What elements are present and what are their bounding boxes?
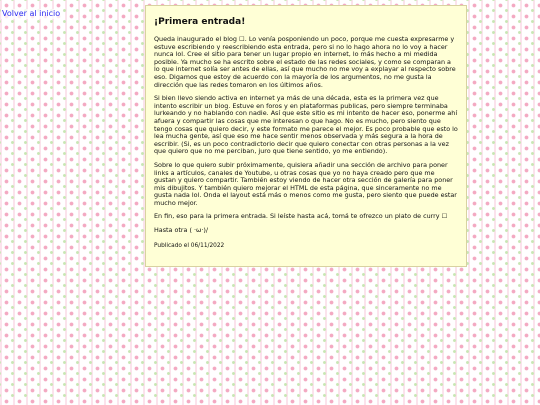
post-paragraph-background: Si bien llevo siendo activa en internet ya más de una década, esta es la primera vez que intento escribir un blog. Estuve en foros y en plataformas publicas, pero siempre terminaba lurkeando y no hablando con nadie. Así que este sitio es mi intento de hacer eso, ponerme ahí afuera y compartir las cosas que me interesan o que hago. No es mucho, pero siento que tengo cosas que quiero decir, y este formato me parece el mejor. Es poco probable que esto lo lea mucha gente, así que eso me hace sentir menos observada y más segura a la hora de escribir. (Si, es un poco contradictorio decir que quiero conectar con otras personas a la vez que quiero que no me perciban, juro que tiene sentido, yo me entiendo). [154, 94, 458, 156]
post-paragraph-plans: Sobre lo que quiero subir próximamente, quisiera añadir una sección de archivo para poner links a artículos, canales de Youtube, u otras cosas que yo no haya creado pero que me gustan y quiero compartir. También estoy viendo de hacer otra sección de galería para poner mis dibujitos. Y también quiero mejorar el HTML de esta página, que sinceramente no me gusta nada lol. Onda el layout está más o menos como me gusta, pero siento que puede estar mucho mejor. [154, 160, 457, 207]
blog-post [145, 5, 467, 267]
post-paragraph-closing: En fin, eso para la primera entrada. Si leíste hasta acá, tomá te ofrezco un plato de curry ☐ [154, 212, 448, 221]
back-to-home-link[interactable]: Volver al inicio [2, 9, 61, 18]
post-paragraph-intro: Queda inaugurado el blog ☐. Lo venía posponiendo un poco, porque me cuesta expresarme y estuve escribiendo y reescribiendo esta entrada, pero si no lo hago ahora no lo voy a hacer nunca lol. Cree el sitio para tener un lugar propio en internet, lo más hecho a mi medida posible. Ya mucho se ha escrito sobre el estado de las redes sociales, y como se comparan a lo que internet solía ser antes de ellas, así que mucho no me voy a explayar al respecto sobre eso. Digamos que estoy de acuerdo con la mayoría de los argumentos, no me gusta la dirección que las redes tomaron en los últimos años. [154, 35, 456, 89]
post-signoff: Hasta otra ( ·ω·)/ [154, 226, 209, 235]
post-title: ¡Primera entrada! [154, 17, 246, 27]
post-date: Publicado el 06/11/2022 [154, 242, 225, 249]
